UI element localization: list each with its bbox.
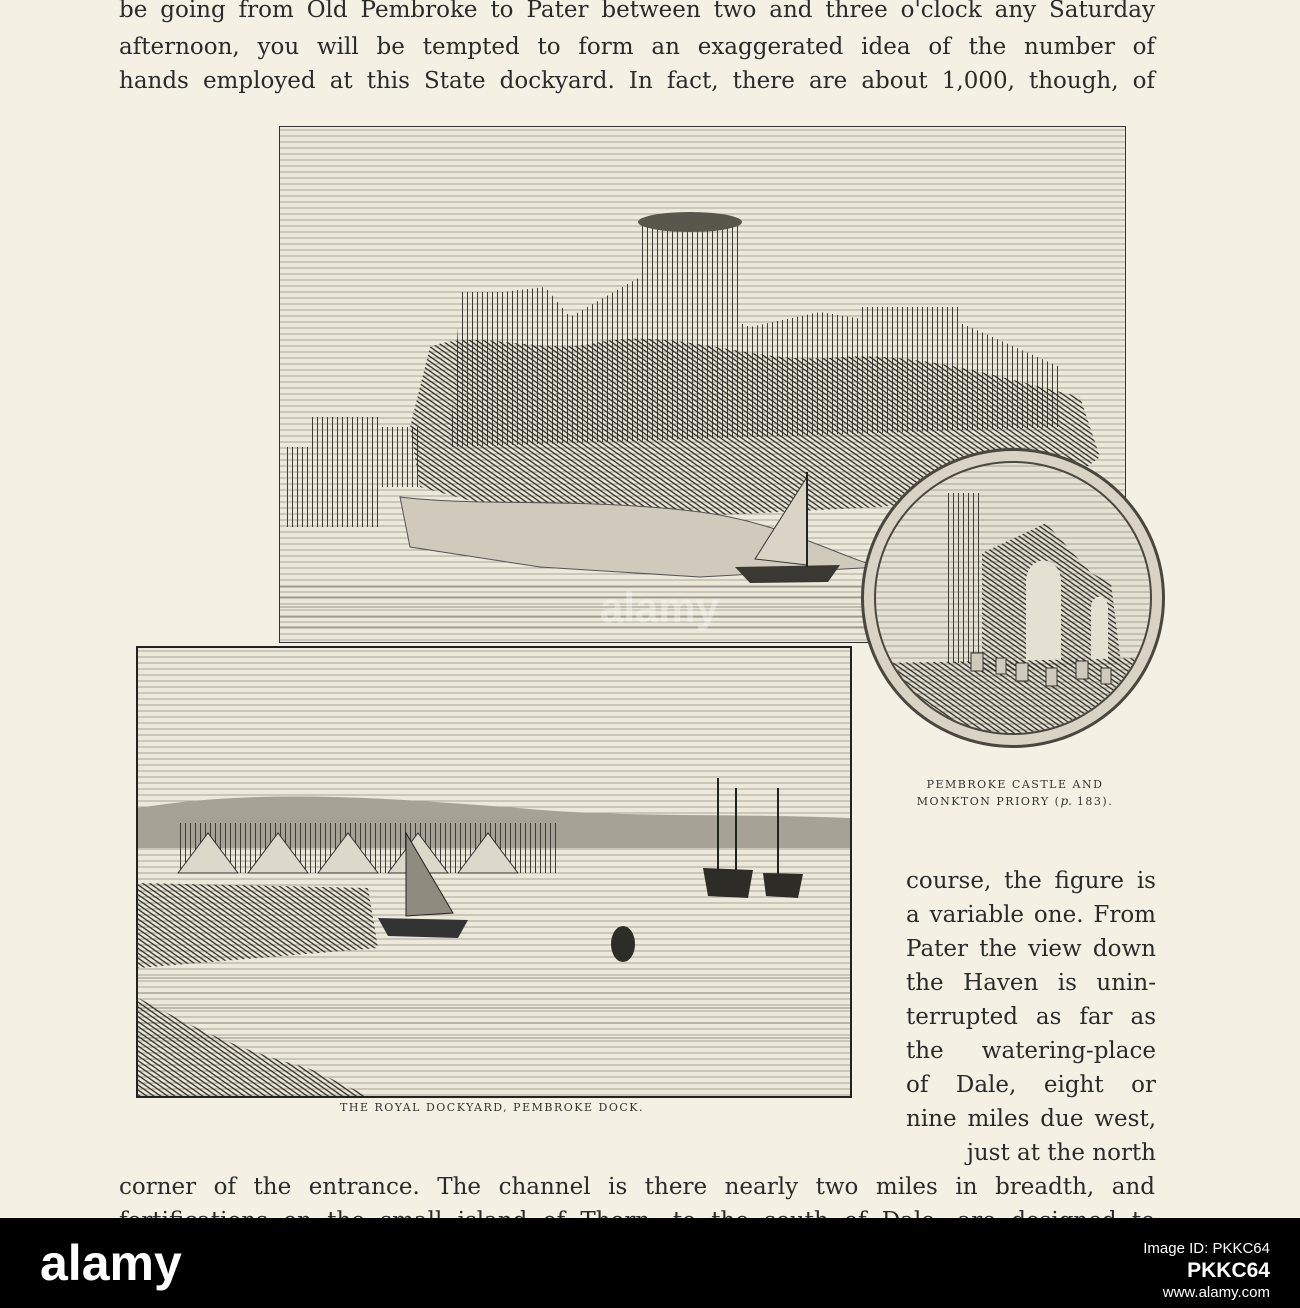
side-text-line: of Dale, eight or bbox=[906, 1072, 1156, 1098]
side-text-line: course, the figure is bbox=[906, 868, 1156, 894]
image-id-label: Image ID: PKKC64 bbox=[1143, 1240, 1270, 1257]
priory-caption-line2: MONKTON PRIORY ( bbox=[916, 795, 1061, 808]
side-text-line: a variable one. From bbox=[906, 902, 1156, 928]
watermark: alamy bbox=[600, 584, 720, 631]
image-reference bbox=[1143, 1238, 1270, 1304]
side-text-line: terrupted as far as bbox=[906, 1004, 1156, 1030]
priory-page-num: 183). bbox=[1071, 795, 1114, 808]
body-text-line: corner of the entrance. The channel is there nearly two miles in breadth, and bbox=[119, 1174, 1155, 1200]
dockyard-caption: THE ROYAL DOCKYARD, PEMBROKE DOCK. bbox=[340, 1101, 644, 1114]
dockyard-engraving bbox=[138, 648, 850, 1096]
priory-engraving bbox=[876, 463, 1152, 735]
side-text-line: the Haven is unin- bbox=[906, 970, 1156, 996]
body-text-line: afternoon, you will be tempted to form an exaggerated idea of the number of bbox=[119, 34, 1155, 60]
body-text-line: be going from Old Pembroke to Pater between two and three o'clock any Saturday bbox=[119, 0, 1155, 23]
priory-roundel bbox=[861, 448, 1165, 748]
side-text-line: the watering-place bbox=[906, 1038, 1156, 1064]
dockyard-illustration bbox=[136, 646, 852, 1098]
side-text-line: just at the north bbox=[966, 1140, 1156, 1166]
priory-caption bbox=[880, 776, 1150, 810]
image-id: PKKC64 bbox=[1187, 1259, 1270, 1282]
alamy-logo[interactable] bbox=[40, 1236, 270, 1292]
priory-page-ref: p. bbox=[1060, 794, 1072, 808]
alamy-logo-text: alamy bbox=[40, 1236, 182, 1291]
stock-footer bbox=[0, 1218, 1300, 1308]
side-text-line: Pater the view down bbox=[906, 936, 1156, 962]
side-text-line: nine miles due west, bbox=[906, 1106, 1156, 1132]
site-link[interactable]: www.alamy.com bbox=[1162, 1284, 1270, 1301]
body-text-line: hands employed at this State dockyard. In fact, there are about 1,000, though, of bbox=[119, 68, 1155, 94]
priory-caption-line1: PEMBROKE CASTLE AND bbox=[926, 778, 1104, 791]
